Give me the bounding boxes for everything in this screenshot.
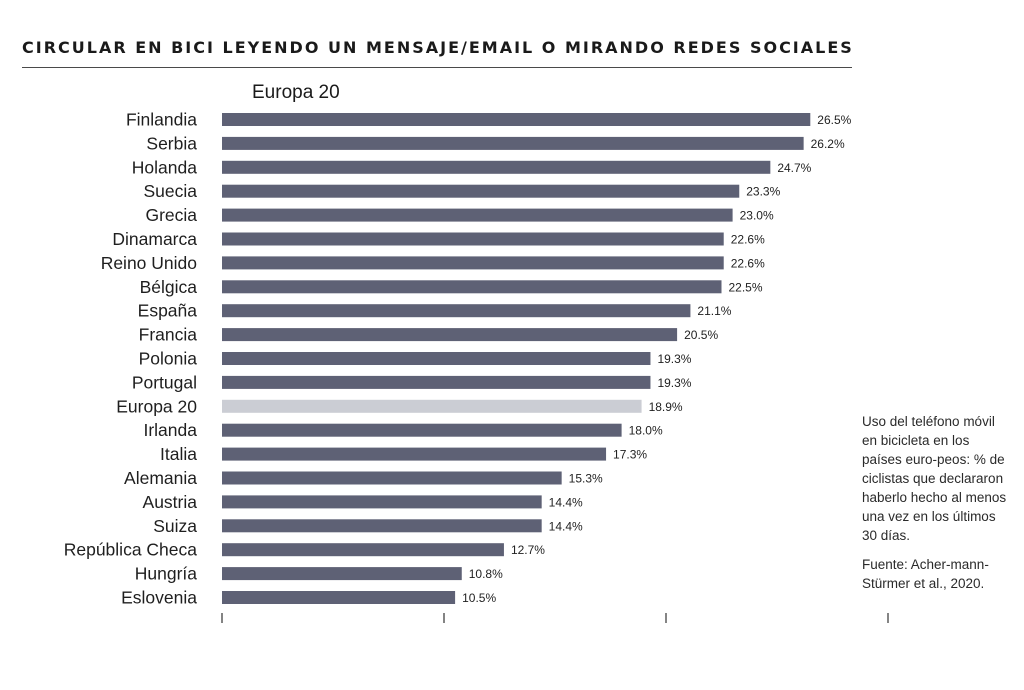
category-label: Europa 20 xyxy=(116,396,197,417)
category-label: España xyxy=(137,300,197,321)
data-label: 22.6% xyxy=(730,256,765,271)
data-label: 23.0% xyxy=(739,208,774,223)
bar xyxy=(222,448,606,461)
category-label: Portugal xyxy=(131,372,197,393)
category-label: Irlanda xyxy=(143,420,197,441)
bar xyxy=(222,161,770,174)
data-label: 19.3% xyxy=(657,375,692,390)
bar xyxy=(222,495,542,508)
note-source: Fuente: Acher-mann-Stürmer et al., 2020. xyxy=(862,557,989,591)
data-label: 24.7% xyxy=(777,160,812,175)
bar xyxy=(222,328,677,341)
bar xyxy=(222,137,804,150)
category-label: Eslovenia xyxy=(121,587,197,608)
data-label: 20.5% xyxy=(684,328,719,343)
category-label: Alemania xyxy=(124,468,197,488)
bar xyxy=(222,543,504,556)
category-label: Finlandia xyxy=(125,109,197,130)
category-label: Suiza xyxy=(153,515,197,536)
category-label: Suecia xyxy=(143,181,197,202)
category-label: Bélgica xyxy=(139,276,197,297)
bar xyxy=(222,376,650,389)
category-label: República Checa xyxy=(63,539,197,560)
data-label: 12.7% xyxy=(510,543,545,558)
category-label: Grecia xyxy=(145,205,197,226)
data-label: 14.4% xyxy=(548,495,583,510)
note-description: Uso del teléfono móvil en bicicleta en los países euro-peos: % de ciclistas que declararon haberlo hecho al menos una vez en los últimos 30 días. xyxy=(862,414,1007,543)
category-label: Francia xyxy=(138,324,197,345)
category-label: Austria xyxy=(142,491,197,512)
data-label: 18.0% xyxy=(628,423,663,438)
chart-title: CIRCULAR EN BICI LEYENDO UN MENSAJE/EMAIL O MIRANDO REDES SOCIALES xyxy=(22,38,854,57)
data-label: 23.3% xyxy=(746,184,781,199)
category-label: Polonia xyxy=(138,348,197,369)
bar xyxy=(222,304,690,317)
data-label: 17.3% xyxy=(613,447,648,462)
data-label: 10.8% xyxy=(468,567,503,582)
bar xyxy=(222,185,739,198)
bar xyxy=(222,591,455,604)
bar xyxy=(222,352,650,365)
bar xyxy=(222,567,462,580)
data-label: 26.2% xyxy=(810,136,845,151)
bar xyxy=(222,280,722,293)
bar xyxy=(222,256,724,269)
chart-note xyxy=(862,412,1012,593)
bar xyxy=(222,233,724,246)
category-label: Holanda xyxy=(131,157,197,178)
bar-highlight xyxy=(222,400,642,413)
data-label: 18.9% xyxy=(648,399,683,414)
category-label: Italia xyxy=(160,444,197,465)
data-label: 19.3% xyxy=(657,352,692,366)
category-label: Dinamarca xyxy=(112,229,197,249)
data-label: 22.5% xyxy=(728,280,763,295)
data-label: 22.6% xyxy=(730,232,765,247)
data-label: 10.5% xyxy=(462,591,497,605)
bar xyxy=(222,113,810,126)
data-label: 26.5% xyxy=(817,113,852,127)
data-label: 21.1% xyxy=(697,304,732,319)
bar xyxy=(222,209,733,222)
category-label: Reino Unido xyxy=(100,252,197,273)
data-label: 15.3% xyxy=(568,471,603,486)
chart-subtitle: Europa 20 xyxy=(252,82,340,103)
category-label: Serbia xyxy=(146,133,197,154)
data-label: 14.4% xyxy=(548,519,583,534)
bar xyxy=(222,424,622,437)
bar xyxy=(222,519,542,532)
bar xyxy=(222,472,562,485)
category-label: Hungría xyxy=(134,563,197,584)
